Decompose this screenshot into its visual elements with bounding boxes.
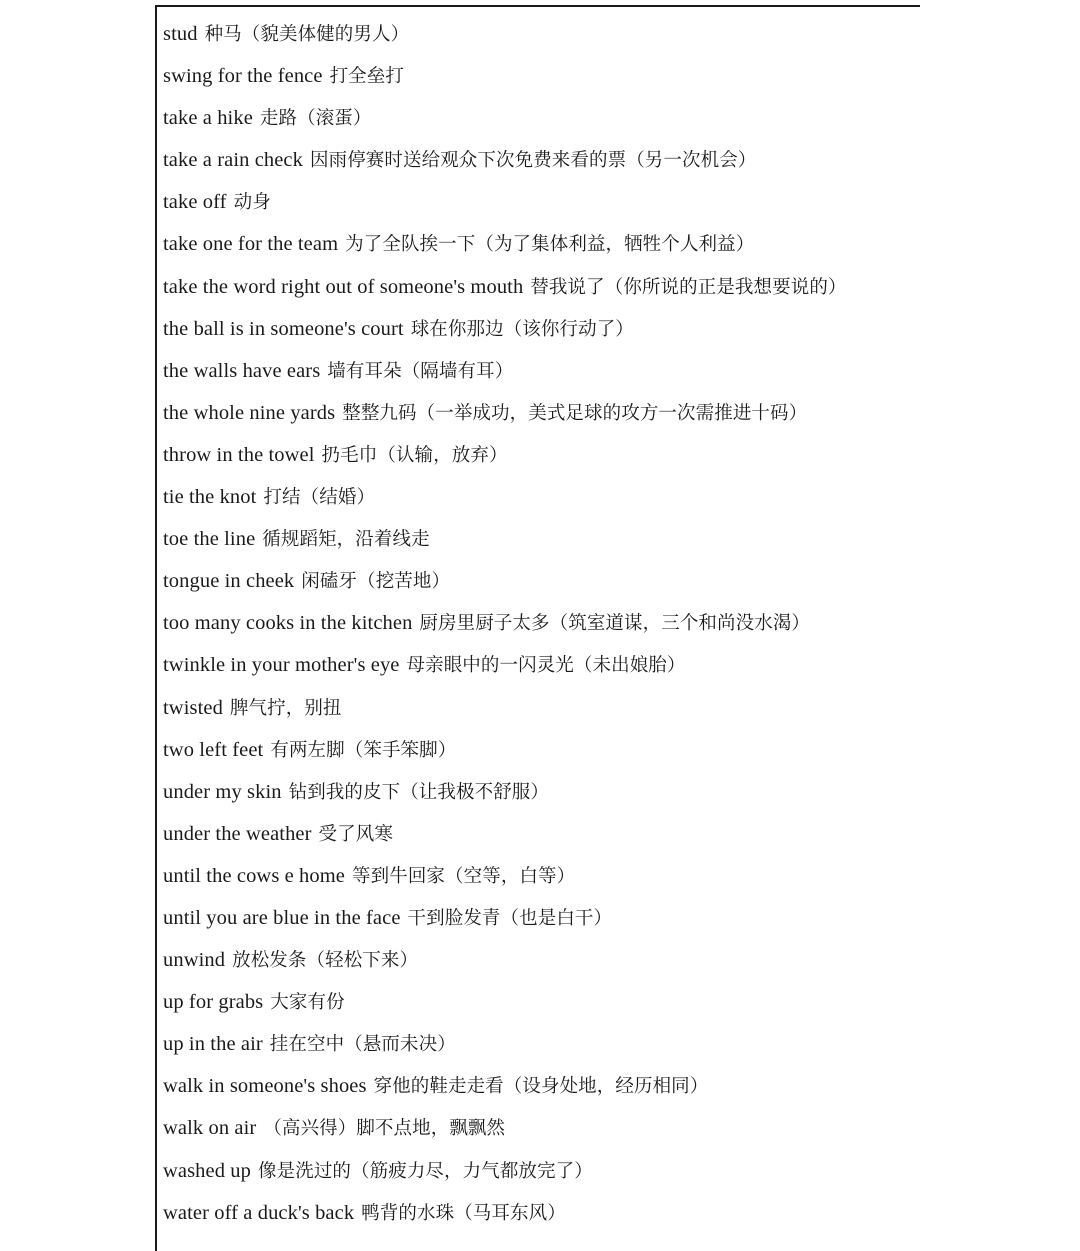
entry-term: take the word right out of someone's mouth <box>163 275 524 298</box>
glossary-entry <box>163 613 933 634</box>
entry-term: swing for the fence <box>163 65 323 88</box>
glossary-entry <box>163 403 933 424</box>
glossary-entry <box>163 1161 933 1182</box>
entry-translation: 动身 <box>233 192 271 214</box>
entry-translation: 球在你那边（该你行动了） <box>410 318 634 340</box>
page-top-border <box>155 5 920 7</box>
entry-term: up for grabs <box>163 991 264 1014</box>
entry-translation: 钻到我的皮下（让我极不舒服） <box>288 781 550 803</box>
entry-term: under my skin <box>163 780 282 803</box>
entry-term: washed up <box>163 1159 252 1182</box>
entry-translation: 厨房里厨子太多（筑室道谋，三个和尚没水渴） <box>419 613 811 635</box>
entry-term: tie the knot <box>163 486 257 509</box>
glossary-entry <box>163 445 933 466</box>
entry-translation: 穿他的鞋走走看（设身处地，经历相同） <box>373 1076 709 1098</box>
entry-term: take a rain check <box>163 149 303 172</box>
glossary-entry <box>163 992 933 1013</box>
entry-translation: 像是洗过的（筋疲力尽，力气都放完了） <box>258 1160 593 1182</box>
glossary-entry <box>163 192 933 213</box>
entry-translation: 挂在空中（悬而未决） <box>269 1034 456 1056</box>
glossary-entry <box>163 1118 933 1139</box>
entry-translation: 闲磕牙（挖苦地） <box>301 571 451 593</box>
entry-translation: 放松发条（轻松下来） <box>232 950 419 972</box>
entry-translation: 等到牛回家（空等，白等） <box>352 865 576 887</box>
entry-term: two left feet <box>163 738 264 761</box>
entry-term: toe the line <box>163 528 256 551</box>
glossary-entry <box>163 277 933 298</box>
entry-term: take a hike <box>163 107 253 130</box>
entry-term: under the weather <box>163 822 312 845</box>
glossary-entry <box>163 234 933 255</box>
entry-translation: 干到脸发青（也是白干） <box>407 907 613 929</box>
entry-translation: 母亲眼中的一闪灵光（未出娘胎） <box>406 655 686 677</box>
entry-term: water off a duck's back <box>163 1201 355 1224</box>
entry-translation: 打全垒打 <box>329 66 404 88</box>
entry-translation: 因雨停赛时送给观众下次免费来看的票（另一次机会） <box>310 150 757 172</box>
glossary-entry <box>163 782 933 803</box>
glossary-entry <box>163 319 933 340</box>
glossary-entry <box>163 866 933 887</box>
glossary-entry <box>163 698 933 719</box>
entry-term: the walls have ears <box>163 359 321 382</box>
entry-translation: （高兴得）脚不点地，飘飘然 <box>263 1118 506 1140</box>
glossary-entry <box>163 487 933 508</box>
entry-term: too many cooks in the kitchen <box>163 612 413 635</box>
entry-translation: 鸭背的水珠（马耳东风） <box>361 1202 566 1224</box>
entry-term: twinkle in your mother's eye <box>163 654 400 677</box>
entry-term: the whole nine yards <box>163 401 336 424</box>
entry-term: take off <box>163 191 227 214</box>
entry-translation: 打结（结婚） <box>263 487 376 509</box>
glossary-entry <box>163 24 933 45</box>
entry-term: walk in someone's shoes <box>163 1075 367 1098</box>
page-left-border <box>155 5 157 1251</box>
entry-term: tongue in cheek <box>163 570 295 593</box>
entry-term: up in the air <box>163 1033 263 1056</box>
glossary-entry <box>163 150 933 171</box>
glossary-entry <box>163 1076 933 1097</box>
entry-translation: 为了全队挨一下（为了集体利益，牺牲个人利益） <box>345 234 755 256</box>
entry-translation: 大家有份 <box>270 992 345 1014</box>
entry-translation: 扔毛巾（认输，放弃） <box>321 444 508 466</box>
entry-translation: 脾气拧，别扭 <box>229 697 342 719</box>
entry-term: twisted <box>163 696 223 719</box>
entry-term: unwind <box>163 949 226 972</box>
entry-translation: 有两左脚（笨手笨脚） <box>270 739 457 761</box>
entry-term: walk on air <box>163 1117 257 1140</box>
entry-translation: 循规蹈矩，沿着线走 <box>262 529 430 551</box>
entry-translation: 整整九码（一举成功，美式足球的攻方一次需推进十码） <box>342 402 808 424</box>
entry-term: take one for the team <box>163 233 339 256</box>
glossary-entry <box>163 66 933 87</box>
glossary-entry <box>163 529 933 550</box>
glossary-entry <box>163 740 933 761</box>
entry-translation: 墙有耳朵（隔墙有耳） <box>327 360 514 382</box>
glossary-entry <box>163 824 933 845</box>
entry-term: until the cows e home <box>163 864 346 887</box>
glossary-entry <box>163 1203 933 1224</box>
entry-translation: 受了风寒 <box>318 823 393 845</box>
glossary-entry <box>163 361 933 382</box>
glossary-list <box>163 24 933 1245</box>
glossary-entry <box>163 571 933 592</box>
glossary-entry <box>163 655 933 676</box>
entry-translation: 走路（滚蛋） <box>259 108 372 130</box>
entry-term: the ball is in someone's court <box>163 317 404 340</box>
entry-term: throw in the towel <box>163 443 315 466</box>
entry-translation: 种马（貌美体健的男人） <box>204 24 410 45</box>
glossary-entry <box>163 108 933 129</box>
entry-translation: 替我说了（你所说的正是我想要说的） <box>530 276 847 298</box>
glossary-entry <box>163 1034 933 1055</box>
glossary-entry <box>163 908 933 929</box>
entry-term: stud <box>163 23 198 45</box>
glossary-entry <box>163 950 933 971</box>
entry-term: until you are blue in the face <box>163 906 401 929</box>
